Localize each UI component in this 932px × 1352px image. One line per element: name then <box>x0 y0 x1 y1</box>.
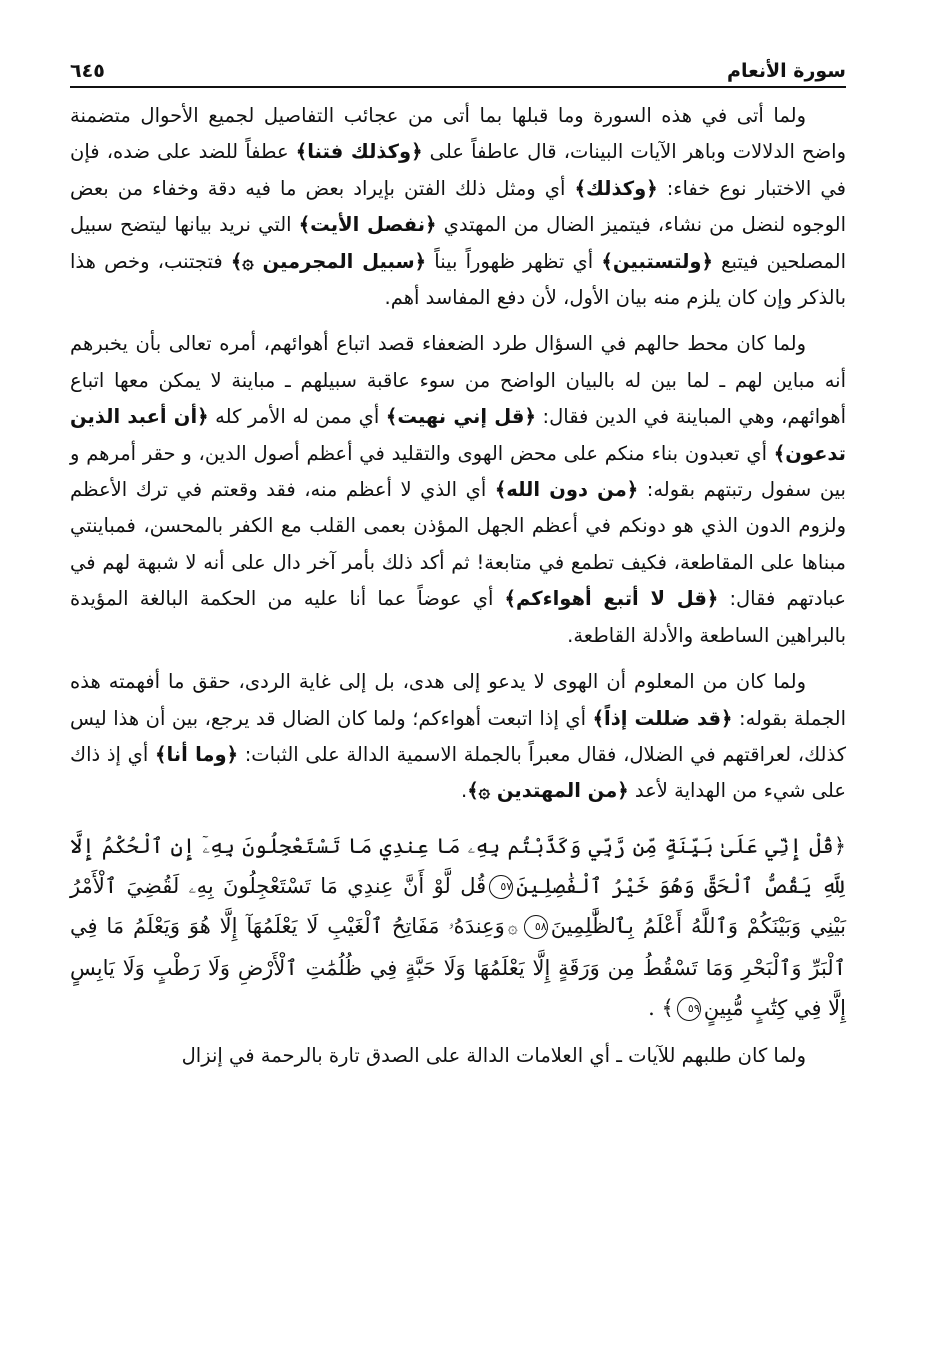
quran-verses-block <box>70 826 846 1028</box>
text-run: أي إذا اتبعت أهواءكم؛ ولما كان الضال قد يرجع، بين أن هذا ليس كذلك، لعراقتهم في الضلال، فقال معبراً بالجملة الاسمية الدالة على الثبات: <box>70 706 846 766</box>
text-run: أي تظهر ظهوراً بيناً <box>426 249 602 273</box>
quran-quote: ﴿من المهتدين ۞﴾ <box>467 779 629 803</box>
text-run: التي نريد بيانها ليتضح سبيل المصلحين فيتبع <box>70 213 846 273</box>
text-run: ولما كان محط حالهم في السؤال طرد الضعفاء قصد اتباع أهوائهم، أمره تعالى بأن يخبرهم أنه مباين لهم ـ لما بين له بالبيان الواضح من سوء عاقبة سبيلهم ـ مباينة لا يمكن معها اتباع أهوائهم، وهي المباينة في الدين فقال: <box>70 332 846 429</box>
hizb-separator-icon: ۞ <box>507 917 518 938</box>
verse-open-bracket: ﴿ <box>833 833 846 858</box>
ayah-number-57: ٥٧ <box>489 875 513 899</box>
quran-quote: ﴿من دون الله﴾ <box>494 478 639 502</box>
quran-quote: ﴿سبيل المجرمين ۞﴾ <box>230 249 427 273</box>
text-run: ولما كان من المعلوم أن الهوى لا يدعو إلى هدى، بل إلى غاية الردى، حقق ما أفهمته هذه الجملة بقوله: <box>70 670 847 730</box>
verse-59: وَعِندَهُۥ مَفَاتِحُ ٱلْغَيْبِ لَا يَعْلَمُهَآ إِلَّا هُوَ وَيَعْلَمُ مَا فِي ٱلْبَرِّ وَٱلْبَحْرِ وَمَا تَسْقُطُ مِن وَرَقَةٍ إِلَّا يَعْلَمُهَا وَلَا حَبَّةٍ فِي ظُلُمَٰتِ ٱلْأَرْضِ وَلَا رَطْبٍ وَلَا يَابِسٍ إِلَّا فِي كِتَٰبٍ مُّبِينٍ <box>70 913 846 1020</box>
verse-58: قُل لَّوْ أَنَّ عِندِي مَا تَسْتَعْجِلُونَ بِهِۦ لَقُضِيَ ٱلْأَمْرُ بَيْنِي وَبَيْنَكُمْ وَٱللَّهُ أَعْلَمُ بِٱلظَّٰلِمِينَ <box>70 873 847 938</box>
text-run: أي الذي لا أعظم منه، فقد وقعتم في ترك الأعظم ولزوم الدون الذي هو دونكم في أعظم الجهل المؤذن بعمى القلب مع الكفر بالمحسن، فمباينتي مبناها على المقاطعة، فكيف تطمع في متابعة! ثم أكد ذلك بأمر آخر دال على أنه لا شبهة لهم في عبادتهم فقال: <box>70 478 846 611</box>
paragraph-3 <box>70 664 846 810</box>
verse-close-bracket: ﴾ . <box>648 995 674 1020</box>
quran-quote: ﴿نفصل الأيت﴾ <box>298 213 437 237</box>
ayah-number-58: ٥٨ <box>524 915 548 939</box>
text-run: أي تعبدون بناء منكم على محض الهوى والتقليد في أعظم أصول الدين، و حقر أمرهم و بين سفول رتبتهم بقوله: <box>70 441 846 502</box>
paragraph-1 <box>70 98 846 316</box>
text-run: أي إذ ذاك على شيء من الهداية لأعد <box>70 742 846 803</box>
text-run: ولما كان طلبهم للآيات ـ أي العلامات الدالة على الصدق تارة بالرحمة في إنزال <box>181 1043 806 1067</box>
verse-57: قُلْ إِنِّي عَلَىٰ بَيِّنَةٍ مِّن رَّبِّي وَكَذَّبْتُم بِهِۦ مَا عِندِي مَا تَسْتَعْجِلُونَ بِهِۦٓ إِنِ ٱلْحُكْمُ إِلَّا لِلَّهِ يَقُصُّ ٱلْحَقَّ وَهُوَ خَيْرُ ٱلْفَٰصِلِينَ <box>70 833 846 898</box>
page-number: ٦٤٥ <box>70 60 105 82</box>
text-run: أي ممن له الأمر كله <box>208 405 386 429</box>
quran-quote: ﴿وما أنا﴾ <box>155 742 239 766</box>
quran-quote: ﴿ولتستبين﴾ <box>601 249 713 273</box>
text-run: ولما أتى في هذه السورة وما قبلها بما أتى من عجائب التفاصيل لجميع الأحوال متضمنة واضح الدلالات وباهر الآيات البينات، قال عاطفاً على <box>70 104 847 164</box>
text-run: أي ومثل ذلك الفتن بإيراد بعض ما فيه دقة وخفاء من بعض الوجوه لنضل من نشاء، فيتميز الضال من المهتدي <box>70 176 846 237</box>
page-header <box>70 50 846 88</box>
book-page <box>70 50 846 1330</box>
quran-quote: ﴿وكذلك﴾ <box>574 176 658 200</box>
text-run: أي عوضاً عما أنا عليه من الحكمة البالغة المؤيدة بالبراهين الساطعة والأدلة القاطعة. <box>70 587 846 647</box>
quran-quote: ﴿قل إني نهيت﴾ <box>385 405 536 429</box>
quran-quote: ﴿قد ضللت إذاً﴾ <box>592 706 733 730</box>
text-run: . <box>461 779 468 803</box>
quran-quote: ﴿أن أعبد الذين تدعون﴾ <box>70 405 846 465</box>
paragraph-4 <box>70 1038 846 1074</box>
text-run: فتجتنب، وخص هذا بالذكر وإن كان يلزم منه بيان الأول، لأن دفع المفاسد أهم. <box>70 249 846 310</box>
surah-title: سورة الأنعام <box>727 60 846 82</box>
paragraph-2 <box>70 326 846 654</box>
text-run: عطفاً للضد على ضده، فإن في الاختبار نوع خفاء: <box>70 140 846 200</box>
quran-quote: ﴿وكذلك فتنا﴾ <box>295 140 423 164</box>
quran-quote: ﴿قل لا أتبع أهواءكم﴾ <box>504 587 719 611</box>
page-body <box>70 98 846 1084</box>
ayah-number-59: ٥٩ <box>677 997 701 1021</box>
